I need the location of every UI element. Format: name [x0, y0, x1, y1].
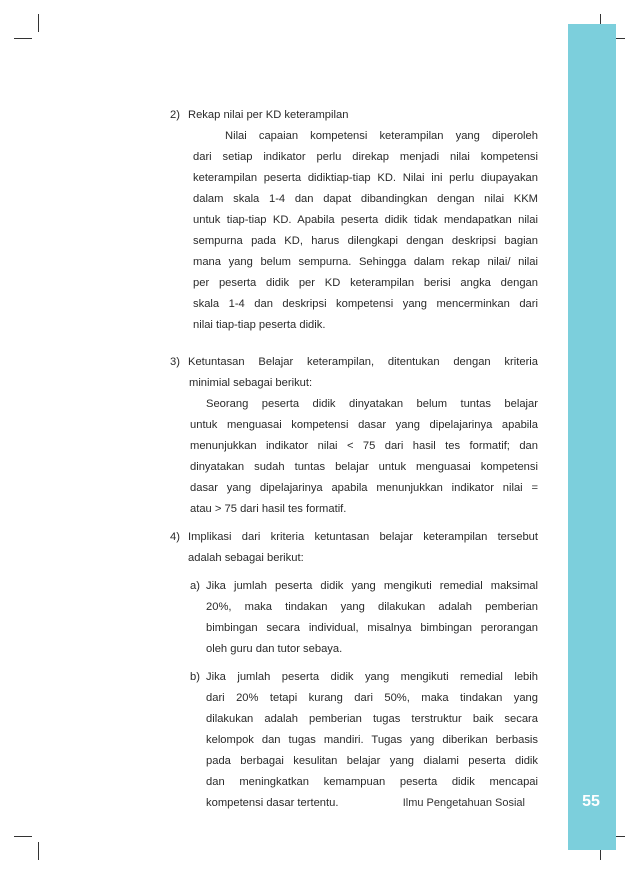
paragraph-line: Seorang peserta didik dinyatakan belum tuntas belajar — [206, 398, 538, 410]
item-number: 4) — [170, 531, 180, 543]
item-heading: Rekap nilai per KD keterampilan — [188, 109, 349, 121]
paragraph-line: dan meningkatkan kemampuan peserta didik mencapai — [206, 776, 538, 788]
paragraph-line: bimbingan secara individual, misalnya bimbingan perorangan — [206, 622, 538, 634]
crop-mark — [38, 842, 39, 860]
page-sidebar-band — [568, 24, 616, 850]
paragraph-line: dilakukan adalah pemberian tugas terstruktur baik secara — [206, 713, 538, 725]
paragraph-line: dari 20% tetapi kurang dari 50%, maka tindakan yang — [206, 692, 538, 704]
book-title: Ilmu Pengetahuan Sosial — [402, 797, 525, 809]
paragraph-line: skala 1-4 dan deskripsi kompetensi yang mencerminkan dari — [193, 298, 538, 310]
crop-mark — [38, 14, 39, 32]
list-item-4 — [170, 527, 538, 814]
crop-mark — [14, 38, 32, 39]
item-heading: Ketuntasan Belajar keterampilan, ditentukan dengan kriteria — [188, 356, 538, 368]
sub-item-letter: a) — [190, 580, 200, 592]
paragraph-line: keterampilan peserta didiktiap-tiap KD. Nilai ini perlu diupayakan — [193, 172, 538, 184]
paragraph-line: 20%, maka tindakan yang dilakukan adalah pemberian — [206, 601, 538, 613]
item-heading: minimial sebagai berikut: — [189, 377, 313, 389]
paragraph-line: pada berbagai kesulitan belajar yang dialami peserta didik — [206, 755, 538, 767]
list-item-2 — [170, 105, 538, 336]
paragraph-line: menunjukkan indikator nilai < 75 dari hasil tes formatif; dan — [190, 440, 538, 452]
item-heading: Implikasi dari kriteria ketuntasan belajar keterampilan tersebut — [188, 531, 538, 543]
paragraph-line: Jika jumlah peserta didik yang mengikuti remedial lebih — [206, 671, 538, 683]
item-heading: adalah sebagai berikut: — [188, 552, 304, 564]
paragraph-line: Nilai capaian kompetensi keterampilan yang diperoleh — [225, 130, 538, 142]
paragraph-line: kelompok dan tugas mandiri. Tugas yang diberikan berbasis — [206, 734, 538, 746]
paragraph-line: dinyatakan sudah tuntas belajar untuk menguasai kompetensi — [190, 461, 538, 473]
paragraph-line: kompetensi dasar tertentu. — [206, 797, 339, 809]
page-number: 55 — [582, 793, 600, 810]
paragraph-line: oleh guru dan tutor sebaya. — [206, 643, 343, 655]
paragraph-line: sempurna pada KD, harus dilengkapi dengan deskripsi bagian — [193, 235, 538, 247]
paragraph-line: per peserta didik per KD keterampilan berisi angka dengan — [193, 277, 538, 289]
sublist-item-b — [188, 667, 538, 814]
paragraph-line: nilai tiap-tiap peserta didik. — [193, 319, 326, 331]
paragraph-line: untuk menguasai kompetensi dasar yang dipelajarinya apabila — [190, 419, 538, 431]
list-item-3 — [170, 352, 538, 520]
document-body — [170, 105, 538, 814]
paragraph-line: untuk tiap-tiap KD. Apabila peserta didik tidak mendapatkan nilai — [193, 214, 538, 226]
paragraph-line: mana yang belum sempurna. Sehingga dalam rekap nilai/ nilai — [193, 256, 538, 268]
sub-item-letter: b) — [190, 671, 200, 683]
crop-mark — [14, 836, 32, 837]
paragraph-line: dari setiap indikator perlu direkap menjadi nilai kompetensi — [193, 151, 538, 163]
item-number: 3) — [170, 356, 180, 368]
paragraph-line: dalam skala 1-4 dan dapat dibandingkan dengan nilai KKM — [193, 193, 538, 205]
sublist-item-a — [188, 576, 538, 660]
paragraph-line: dasar yang dipelajarinya apabila menunjukkan indikator nilai = — [190, 482, 538, 494]
paragraph-line: Jika jumlah peserta didik yang mengikuti remedial maksimal — [206, 580, 538, 592]
paragraph-line: atau > 75 dari hasil tes formatif. — [190, 503, 347, 515]
item-number: 2) — [170, 109, 180, 121]
